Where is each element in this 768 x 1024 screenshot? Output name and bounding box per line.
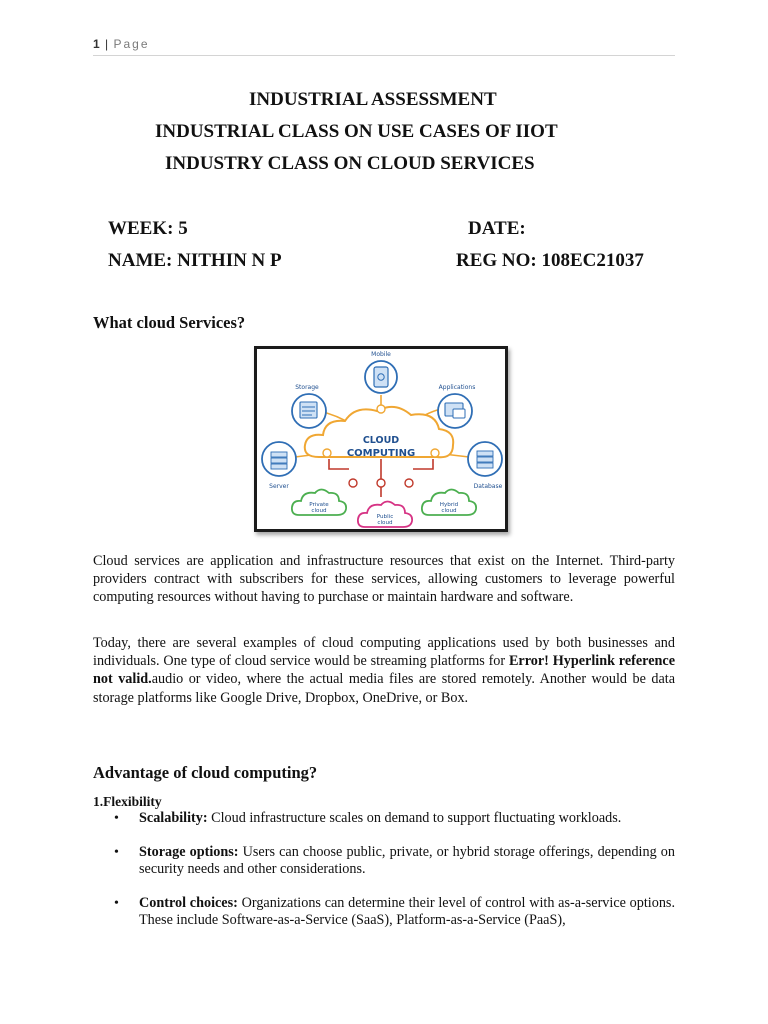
private-cloud-line1: Private <box>309 502 329 508</box>
cloud-center-line2: COMPUTING <box>346 448 416 459</box>
bullet-control-choices <box>93 895 675 929</box>
subheading-flexibility: 1.Flexibility <box>93 794 162 809</box>
node-applications-label: Applications <box>438 384 476 391</box>
node-server-label: Server <box>269 483 289 490</box>
mobile-icon <box>365 361 397 393</box>
node-database-label: Database <box>473 483 503 490</box>
name-label: NAME: NITHIN N P <box>108 250 282 271</box>
page-label: Page <box>113 37 150 51</box>
diagram-svg <box>257 349 505 529</box>
public-cloud-line2: cloud <box>377 520 393 526</box>
server-icon <box>262 442 296 476</box>
storage-icon <box>292 394 326 428</box>
database-icon <box>468 442 502 476</box>
bullet-control-choices-text: Organizations can determine their level of control with as-a-service options. These include Software-as-a-Service (SaaS), Platform-as-a-Service (PaaS), <box>139 895 676 928</box>
bullet-control-choices-label: Control choices: <box>139 895 238 911</box>
cloud-computing-diagram <box>254 346 508 532</box>
page-header <box>93 37 675 56</box>
node-mobile-label: Mobile <box>371 351 391 358</box>
public-cloud-line1: Public <box>376 514 394 520</box>
applications-icon <box>438 394 472 428</box>
bullet-scalability-label: Scalability: <box>139 810 208 826</box>
private-cloud-line2: cloud <box>311 508 327 514</box>
bullet-storage-options <box>93 844 675 878</box>
section-heading-advantages: Advantage of cloud computing? <box>93 763 318 782</box>
page-separator: | <box>105 37 109 51</box>
bullet-storage-options-label: Storage options: <box>139 844 239 860</box>
title-line-1: INDUSTRIAL ASSESSMENT <box>249 89 497 110</box>
hybrid-cloud-line2: cloud <box>441 508 457 514</box>
hybrid-cloud-icon <box>422 490 476 516</box>
paragraph-cloud-services: Cloud services are application and infrastructure resources that exist on the Internet. Third-party providers contract with subscribers for these services, allowing customers to leverage powerful computing resources without having to purchase or maintain hardware and software. <box>93 553 675 606</box>
hyperlink-error-text: Error! Hyperlink reference not valid. <box>93 653 675 688</box>
flexibility-bullet-list <box>93 810 675 929</box>
section-heading-cloud-services: What cloud Services? <box>93 313 246 332</box>
private-cloud-icon <box>292 490 346 516</box>
page-number: 1 <box>93 37 100 51</box>
hybrid-cloud-line1: Hybrid <box>439 502 459 508</box>
public-cloud-icon <box>358 502 412 528</box>
bullet-scalability <box>93 810 675 827</box>
title-line-3: INDUSTRY CLASS ON CLOUD SERVICES <box>165 153 535 174</box>
node-storage-label: Storage <box>295 384 319 391</box>
reg-no-label: REG NO: 108EC21037 <box>456 250 644 271</box>
bullet-storage-options-text: Users can choose public, private, or hybrid storage offerings, depending on security needs and other considerations. <box>139 844 675 877</box>
red-dot-joints <box>349 479 413 487</box>
paragraph-examples-part1: Today, there are several examples of cloud computing applications used by both businesses and individuals. One type of cloud service would be streaming platforms for <box>93 635 675 670</box>
paragraph-examples <box>93 634 675 707</box>
bullet-scalability-text: Cloud infrastructure scales on demand to support fluctuating workloads. <box>207 810 622 826</box>
date-label: DATE: <box>468 218 526 239</box>
week-label: WEEK: 5 <box>108 218 188 239</box>
paragraph-examples-part2: audio or video, where the actual media files are stored remotely. Another would be data storage platforms like Google Drive, Dropbox, OneDrive, or Box. <box>93 671 676 706</box>
cloud-center-line1: CLOUD <box>362 435 400 446</box>
red-connectors <box>329 459 433 497</box>
title-line-2: INDUSTRIAL CLASS ON USE CASES OF IIOT <box>155 121 558 142</box>
